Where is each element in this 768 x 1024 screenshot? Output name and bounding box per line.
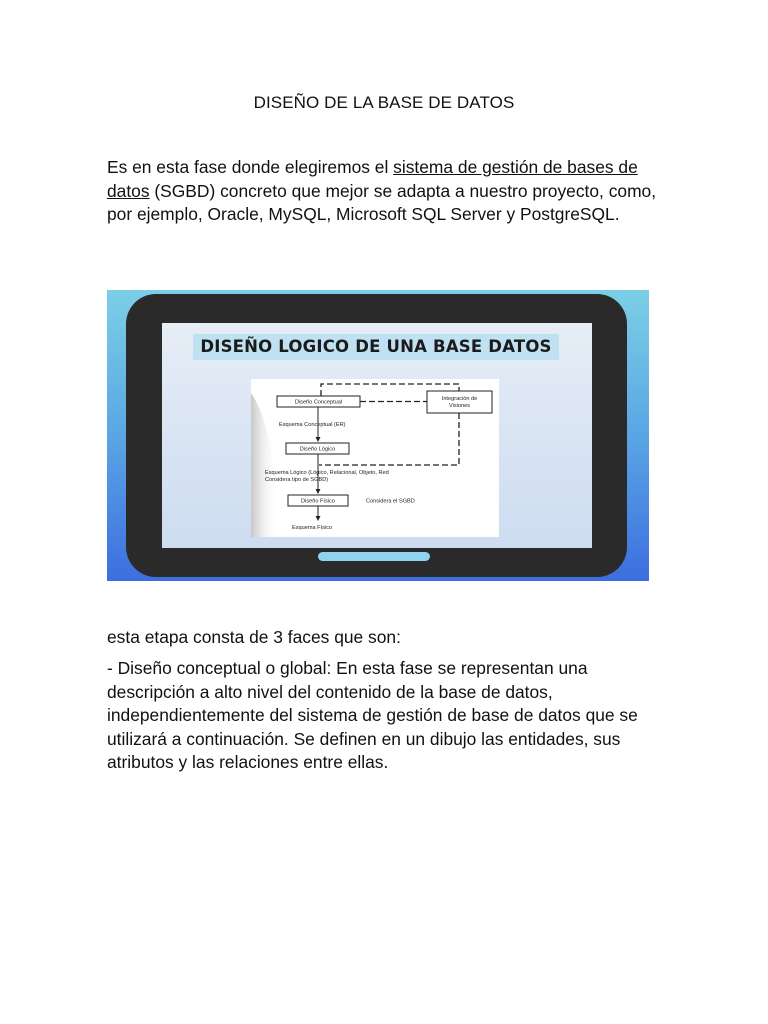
label-esquema-logico-1: Esquema Lógico (Lógico, Relacional, Objeto, Red (265, 470, 389, 476)
dashed-connector-bottom (319, 413, 459, 465)
intro-paragraph (107, 156, 667, 227)
box-integracion (427, 391, 492, 413)
diagram-svg (251, 379, 499, 537)
box-diseno-fisico-label: Diseño Físico (301, 498, 335, 505)
page-title: DISEÑO DE LA BASE DE DATOS (253, 93, 515, 112)
tablet-frame (126, 294, 627, 577)
box-integracion-label-2: Visiones (448, 403, 471, 409)
box-diseno-conceptual-label: Diseño Conceptual (294, 399, 343, 406)
phase-1-description: - Diseño conceptual o global: En esta fase se representan una descripción a alto nivel del contenido de la base de datos, independientemente del sistema de gestión de base de datos que se utilizará a continuación. Se definen en un dibujo las entidades, sus atributos y las relaciones entre ellas. (107, 658, 638, 772)
sgbd-link[interactable]: sistema de gestión de bases de datos (107, 157, 638, 201)
side-shade (251, 393, 279, 537)
box-integracion-label-1: Integración de (441, 396, 478, 402)
tablet-home-button (318, 552, 430, 561)
label-esquema-logico-2: Considera tipo de SGBD) (265, 477, 329, 483)
label-esquema-fisico: Esquema Físico (292, 525, 333, 531)
phases-intro: esta etapa consta de 3 faces que son: (107, 627, 401, 647)
tablet-illustration (107, 290, 649, 581)
label-considera-sgbd: Considera el SGBD (366, 498, 415, 505)
intro-text-start: Es en esta fase donde elegiremos el (107, 157, 394, 177)
figure-banner: DISEÑO LOGICO DE UNA BASE DATOS (193, 334, 559, 360)
label-esquema-conceptual: Esquema Conceptual (ER) (279, 422, 346, 428)
design-flow-diagram (251, 379, 499, 537)
tablet-screen (162, 323, 592, 548)
box-diseno-logico-label: Diseño Lógico (299, 446, 336, 453)
intro-text-end: (SGBD) concreto que mejor se adapta a nuestro proyecto, como, por ejemplo, Oracle, MySQL, Microsoft SQL Server y PostgreSQL. (107, 180, 657, 224)
